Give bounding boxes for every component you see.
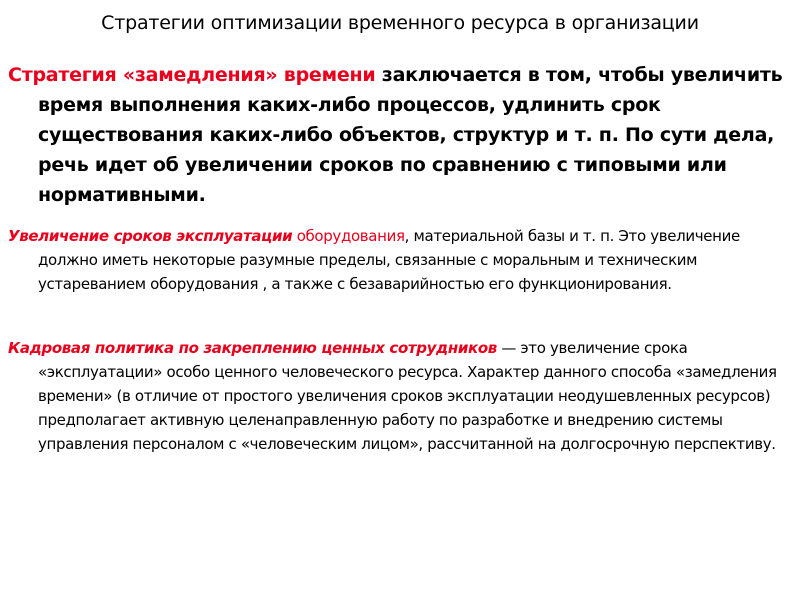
paragraph-personnel-policy bbox=[8, 336, 800, 456]
slide-title: Стратегии оптимизации временного ресурса в организации bbox=[101, 12, 699, 34]
paragraph-text: — это увеличение срока «эксплуатации» особо ценного человеческого ресурса. Характер данного способа «замедления времени» (в отличие от простого увеличения сроков эксплуатации неодушевленных ресурсов) предполагает активную целенаправленную работу по разработке и внедрению системы управления персоналом с «человеческим лицом», рассчитанной на долгосрочную перспективу. bbox=[38, 339, 777, 453]
highlight-term: Стратегия «замедления» времени bbox=[8, 64, 376, 86]
paragraph-text: заключается в том, чтобы увеличить время выполнения каких-либо процессов, удлинить срок существования каких-либо объектов, структур и т. п. По сути дела, речь идет об увеличении сроков по сравнению с типовыми или нормативными. bbox=[38, 64, 783, 206]
paragraph-equipment-lifetime bbox=[8, 224, 800, 296]
highlight-term: Кадровая политика по закреплению ценных сотрудников bbox=[8, 339, 497, 357]
paragraph-text: , материальной базы и т. п. Это увеличение должно иметь некоторые разумные пределы, связанные с моральным и техническим устареванием оборудования , а также с безаварийностью его функционирования. bbox=[38, 227, 740, 293]
highlight-term: Увеличение сроков эксплуатации bbox=[8, 227, 293, 245]
paragraph-slowdown-strategy bbox=[8, 60, 798, 210]
highlight-term-tail: оборудования bbox=[292, 227, 405, 245]
